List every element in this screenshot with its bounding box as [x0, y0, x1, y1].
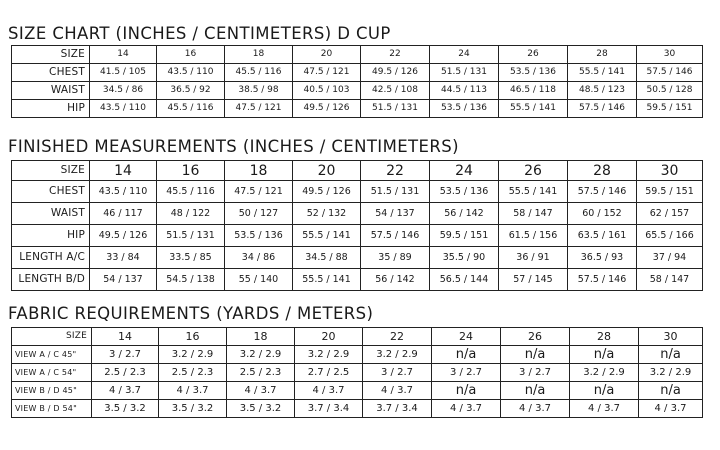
table-row [12, 269, 703, 291]
size-header-cell: 24 [430, 161, 499, 181]
table-cell: 34.5 / 86 [90, 82, 157, 100]
size-header-cell: 24 [430, 46, 499, 64]
table-cell: n/a [639, 382, 703, 400]
table-cell: 49.5 / 126 [293, 100, 361, 118]
size-label: SIZE [12, 161, 90, 181]
table-cell: n/a [639, 346, 703, 364]
size-label: SIZE [12, 328, 92, 346]
table-row [12, 64, 703, 82]
table-row [12, 382, 703, 400]
table-row [12, 82, 703, 100]
table-cell: 52 / 132 [293, 203, 361, 225]
table-cell: 47.5 / 121 [225, 100, 293, 118]
table-cell: 51.5 / 131 [361, 100, 430, 118]
row-label: LENGTH B/D [12, 269, 90, 291]
table-cell: 4 / 3.7 [159, 382, 227, 400]
table-cell: 4 / 3.7 [92, 382, 159, 400]
table-cell: 65.5 / 166 [637, 225, 703, 247]
table-row [12, 400, 703, 418]
table-cell: 49.5 / 126 [361, 64, 430, 82]
row-label: VIEW A / C 54" [12, 364, 92, 382]
table-cell: 3 / 2.7 [501, 364, 570, 382]
table-cell: 45.5 / 116 [157, 100, 225, 118]
table-cell: 58 / 147 [637, 269, 703, 291]
table-cell: n/a [432, 346, 501, 364]
size-header-row [12, 161, 703, 181]
table-cell: 53.5 / 136 [499, 64, 568, 82]
table-cell: 3.2 / 2.9 [363, 346, 432, 364]
row-label: VIEW B / D 45" [12, 382, 92, 400]
table-row [12, 247, 703, 269]
table-cell: 43.5 / 110 [90, 100, 157, 118]
table-cell: n/a [432, 382, 501, 400]
table-cell: 46 / 117 [90, 203, 157, 225]
table-cell: 58 / 147 [499, 203, 568, 225]
size-header-cell: 20 [293, 161, 361, 181]
size-header-cell: 22 [361, 161, 430, 181]
table-cell: 4 / 3.7 [295, 382, 363, 400]
table-cell: 55.5 / 141 [499, 181, 568, 203]
table-cell: 35 / 89 [361, 247, 430, 269]
size-header-cell: 28 [568, 161, 637, 181]
table-cell: 3.7 / 3.4 [363, 400, 432, 418]
size-header-cell: 14 [90, 161, 157, 181]
table-cell: 61.5 / 156 [499, 225, 568, 247]
size-header-cell: 28 [568, 46, 637, 64]
table-cell: 56 / 142 [430, 203, 499, 225]
row-label: VIEW B / D 54" [12, 400, 92, 418]
table-cell: 35.5 / 90 [430, 247, 499, 269]
row-label: CHEST [12, 64, 90, 82]
table-row [12, 181, 703, 203]
table-cell: 55.5 / 141 [568, 64, 637, 82]
size-header-cell: 20 [295, 328, 363, 346]
size-header-cell: 30 [639, 328, 703, 346]
table-cell: 34 / 86 [225, 247, 293, 269]
table-cell: n/a [570, 382, 639, 400]
table-cell: 4 / 3.7 [501, 400, 570, 418]
finished-measurements-table [11, 160, 703, 291]
table-cell: 4 / 3.7 [639, 400, 703, 418]
table-cell: 2.5 / 2.3 [92, 364, 159, 382]
size-chart-table [11, 45, 703, 118]
table-cell: 3.5 / 3.2 [92, 400, 159, 418]
table-cell: 4 / 3.7 [227, 382, 295, 400]
table-cell: 48.5 / 123 [568, 82, 637, 100]
table-cell: 54 / 137 [361, 203, 430, 225]
table-cell: 42.5 / 108 [361, 82, 430, 100]
size-header-cell: 18 [227, 328, 295, 346]
table-cell: 55.5 / 141 [293, 269, 361, 291]
fabric-requirements-title: FABRIC REQUIREMENTS (YARDS / METERS) [8, 304, 374, 323]
table-cell: 4 / 3.7 [432, 400, 501, 418]
table-row [12, 364, 703, 382]
table-cell: 57.5 / 146 [568, 269, 637, 291]
table-cell: 3.2 / 2.9 [639, 364, 703, 382]
row-label: WAIST [12, 203, 90, 225]
table-cell: 46.5 / 118 [499, 82, 568, 100]
table-cell: 3.7 / 3.4 [295, 400, 363, 418]
table-cell: 56.5 / 144 [430, 269, 499, 291]
table-row [12, 203, 703, 225]
size-header-cell: 22 [363, 328, 432, 346]
table-cell: 53.5 / 136 [225, 225, 293, 247]
table-cell: 59.5 / 151 [430, 225, 499, 247]
size-header-cell: 18 [225, 46, 293, 64]
size-header-cell: 22 [361, 46, 430, 64]
row-label: VIEW A / C 45" [12, 346, 92, 364]
table-cell: 4 / 3.7 [363, 382, 432, 400]
table-cell: 4 / 3.7 [570, 400, 639, 418]
table-cell: 40.5 / 103 [293, 82, 361, 100]
size-header-cell: 24 [432, 328, 501, 346]
table-cell: 37 / 94 [637, 247, 703, 269]
table-cell: 55.5 / 141 [499, 100, 568, 118]
size-header-row [12, 46, 703, 64]
size-header-cell: 14 [92, 328, 159, 346]
table-cell: 54 / 137 [90, 269, 157, 291]
table-cell: 59.5 / 151 [637, 100, 703, 118]
table-cell: 44.5 / 113 [430, 82, 499, 100]
table-cell: 50 / 127 [225, 203, 293, 225]
table-cell: 54.5 / 138 [157, 269, 225, 291]
table-cell: 48 / 122 [157, 203, 225, 225]
size-header-cell: 16 [157, 46, 225, 64]
table-cell: 3 / 2.7 [363, 364, 432, 382]
table-cell: 53.5 / 136 [430, 181, 499, 203]
row-label: CHEST [12, 181, 90, 203]
table-row [12, 100, 703, 118]
size-label: SIZE [12, 46, 90, 64]
table-cell: 41.5 / 105 [90, 64, 157, 82]
size-header-cell: 26 [499, 161, 568, 181]
size-header-cell: 20 [293, 46, 361, 64]
table-cell: 51.5 / 131 [361, 181, 430, 203]
table-cell: 49.5 / 126 [90, 225, 157, 247]
table-cell: 62 / 157 [637, 203, 703, 225]
table-cell: 43.5 / 110 [90, 181, 157, 203]
table-cell: 33 / 84 [90, 247, 157, 269]
size-header-cell: 28 [570, 328, 639, 346]
table-cell: n/a [570, 346, 639, 364]
size-header-cell: 14 [90, 46, 157, 64]
table-cell: 45.5 / 116 [157, 181, 225, 203]
size-header-cell: 16 [157, 161, 225, 181]
table-cell: 33.5 / 85 [157, 247, 225, 269]
table-cell: 43.5 / 110 [157, 64, 225, 82]
table-cell: 2.5 / 2.3 [227, 364, 295, 382]
table-cell: n/a [501, 382, 570, 400]
table-cell: 59.5 / 151 [637, 181, 703, 203]
table-cell: 45.5 / 116 [225, 64, 293, 82]
size-chart-title: SIZE CHART (INCHES / CENTIMETERS) D CUP [8, 24, 391, 43]
table-cell: 57.5 / 146 [568, 100, 637, 118]
table-cell: 47.5 / 121 [225, 181, 293, 203]
table-cell: 3.2 / 2.9 [159, 346, 227, 364]
table-cell: 56 / 142 [361, 269, 430, 291]
table-cell: 3.5 / 3.2 [227, 400, 295, 418]
table-cell: 2.5 / 2.3 [159, 364, 227, 382]
table-cell: 36 / 91 [499, 247, 568, 269]
table-cell: 50.5 / 128 [637, 82, 703, 100]
row-label: LENGTH A/C [12, 247, 90, 269]
table-cell: 60 / 152 [568, 203, 637, 225]
table-cell: 36.5 / 93 [568, 247, 637, 269]
table-row [12, 346, 703, 364]
table-cell: 3.5 / 3.2 [159, 400, 227, 418]
table-cell: 3 / 2.7 [432, 364, 501, 382]
row-label: WAIST [12, 82, 90, 100]
table-cell: 3.2 / 2.9 [570, 364, 639, 382]
table-row [12, 225, 703, 247]
table-cell: 49.5 / 126 [293, 181, 361, 203]
table-cell: 53.5 / 136 [430, 100, 499, 118]
table-cell: 3.2 / 2.9 [227, 346, 295, 364]
size-header-cell: 16 [159, 328, 227, 346]
size-header-cell: 30 [637, 161, 703, 181]
size-header-row [12, 328, 703, 346]
fabric-requirements-table [11, 327, 703, 418]
finished-measurements-title: FINISHED MEASUREMENTS (INCHES / CENTIMETERS) [8, 137, 459, 156]
table-cell: 55 / 140 [225, 269, 293, 291]
table-cell: 51.5 / 131 [157, 225, 225, 247]
table-cell: 3.2 / 2.9 [295, 346, 363, 364]
table-cell: 34.5 / 88 [293, 247, 361, 269]
table-cell: 36.5 / 92 [157, 82, 225, 100]
table-cell: 3 / 2.7 [92, 346, 159, 364]
table-cell: 57 / 145 [499, 269, 568, 291]
table-cell: 55.5 / 141 [293, 225, 361, 247]
size-header-cell: 26 [499, 46, 568, 64]
table-cell: 51.5 / 131 [430, 64, 499, 82]
table-cell: 2.7 / 2.5 [295, 364, 363, 382]
table-cell: 57.5 / 146 [637, 64, 703, 82]
size-header-cell: 30 [637, 46, 703, 64]
table-cell: n/a [501, 346, 570, 364]
size-header-cell: 18 [225, 161, 293, 181]
table-cell: 63.5 / 161 [568, 225, 637, 247]
table-cell: 47.5 / 121 [293, 64, 361, 82]
size-header-cell: 26 [501, 328, 570, 346]
row-label: HIP [12, 100, 90, 118]
table-cell: 57.5 / 146 [361, 225, 430, 247]
table-cell: 38.5 / 98 [225, 82, 293, 100]
table-cell: 57.5 / 146 [568, 181, 637, 203]
row-label: HIP [12, 225, 90, 247]
